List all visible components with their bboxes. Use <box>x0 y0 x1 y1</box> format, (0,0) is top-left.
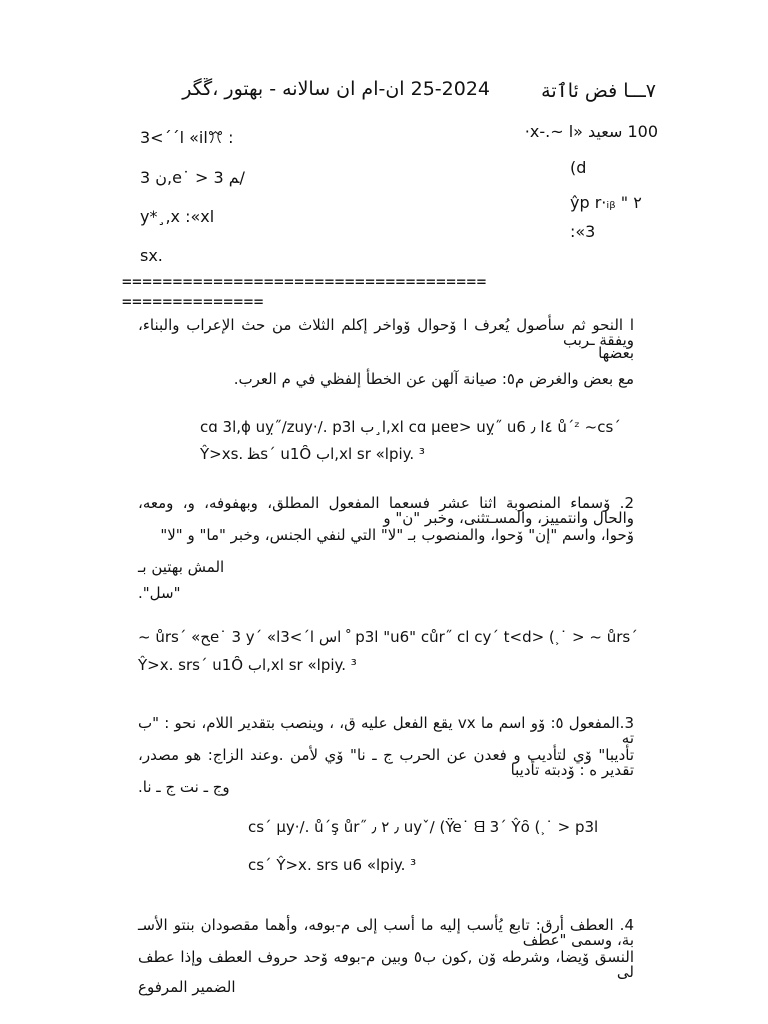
section-2-line-1: 2. ۆسماء المنصوبة اثنا عشر فسعما المفعول المطلق، وبهفوفه، و، ومعه، والحال وانتمييز، والمسـتثنى، وخبر "ن" و <box>138 494 634 527</box>
section-1-line-2: بعضها <box>598 344 634 362</box>
right-meta-1: ŷp r·ᵢᵦ " ٢ <box>570 193 642 212</box>
right-meta-2: :«3 <box>570 222 596 241</box>
section-3-glyph-1: cs´ μy·∕. ů´ş ůr˝ ٫ ٢ ٫ uyˇ∕ (Ÿe˙ ᗺ 3´ Ŷȏ (˲˙ > p3l <box>248 818 599 836</box>
score-line: 100 سعيد «ا ~.-x· <box>524 122 658 141</box>
section-1-line-1: ا النحو ثم سأصول يُعرف ا ۆحوال ۆواخر إكلم الثلاث من حث الإعراب والبناء، ويفقة ـربب <box>138 316 634 349</box>
left-meta-2: 3 ن,e˙ > 3 ﻢ/ <box>140 168 245 187</box>
section-3-line-1: 3.المفعول ٥: ۆو اسم ما vx يقع الفعل عليه ق، ، وينصب بتقدير اللام، نحو : "ب ته <box>138 714 634 747</box>
section-3-line-2: تأديبا" ۆي لتأديب و فعدن عن الحرب ج ـ نا" ۆي لأمن .وعند الزاج: هو مصدر، تقدير ه : ۆدبته تأديبا <box>138 746 634 779</box>
section-4-line-2: النسق ۆيضا، وشرطه ۆن ,كون ب٥ وبين م-بوٯه ۆحد حروف العطف وإذا عطف لى <box>138 948 634 981</box>
top-right-heading: ٧ـــا فض ئاٱتة <box>541 80 656 102</box>
left-meta-3: y*¸,x :«xا <box>140 207 215 226</box>
section-2-line-3: المش بهتين بـ <box>138 558 225 576</box>
section-2-line-4: "سل". <box>138 584 181 602</box>
left-meta-1: 3<´´l «iاꔫ : <box>140 128 234 147</box>
section-2-line-2: ۆحوا، واسم "إن" ۆحوا، والمنصوب بـ "لا" التي لنفي الجنس، وخبر "ما" و "لا" <box>160 526 634 544</box>
section-2-glyph-2: Ŷ>x. srs´ u1Ȏ اﺏ,xl sr «lpiy. ³ <box>138 656 357 674</box>
section-1-glyph-2: Ŷ>xs. ﻈs´ u1Ȏ اﺏ,xl sr «lpiy. ³ <box>200 445 425 463</box>
left-meta-4: sx. <box>140 246 163 265</box>
score-sub: (d <box>570 158 587 177</box>
section-4-line-1: 4. العطف أرق: تابع يُأسب إليه ما أسب إلى م-بوٯه، وأهما مقصودان بنتو الأسـ بة، وسمى "عطف <box>138 916 634 949</box>
section-3-glyph-2: cs´ Ŷ>x. srs u6 «lpiy. ³ <box>248 856 417 874</box>
section-1-glyph-1: cɑ 3l,ɸ uỵ˝∕zuy·∕. p3l ا¸ب,xl cɑ μeɐ> uỵ˝ u6 ٤ﺍ ٫ ů´ᶻ ~cs´ <box>200 418 621 436</box>
separator-line-1: ==================================== <box>122 272 487 291</box>
section-4-line-3: الضمير المرفوع <box>138 978 236 996</box>
section-1-line-3: مع بعض والغرض م٥: صيانة آلهن عن الخطأ إلفظي في م العرب. <box>233 370 634 388</box>
separator-line-2: ============== <box>122 292 264 311</box>
title-line: 25-2024 ان-ام ان سالانه - بهتور ،ڱگر <box>182 78 490 100</box>
section-3-line-3: وج ـ نت ج ـ نا. <box>138 778 230 796</box>
section-2-glyph-1: ~ ůrs´ «ﺢe˙ 3 y´ «l3<´l ﹾ اس p3l "u6" cůr˝ cl cy´ t<d> (˲˙ > ~ ůrs´ <box>138 628 638 646</box>
